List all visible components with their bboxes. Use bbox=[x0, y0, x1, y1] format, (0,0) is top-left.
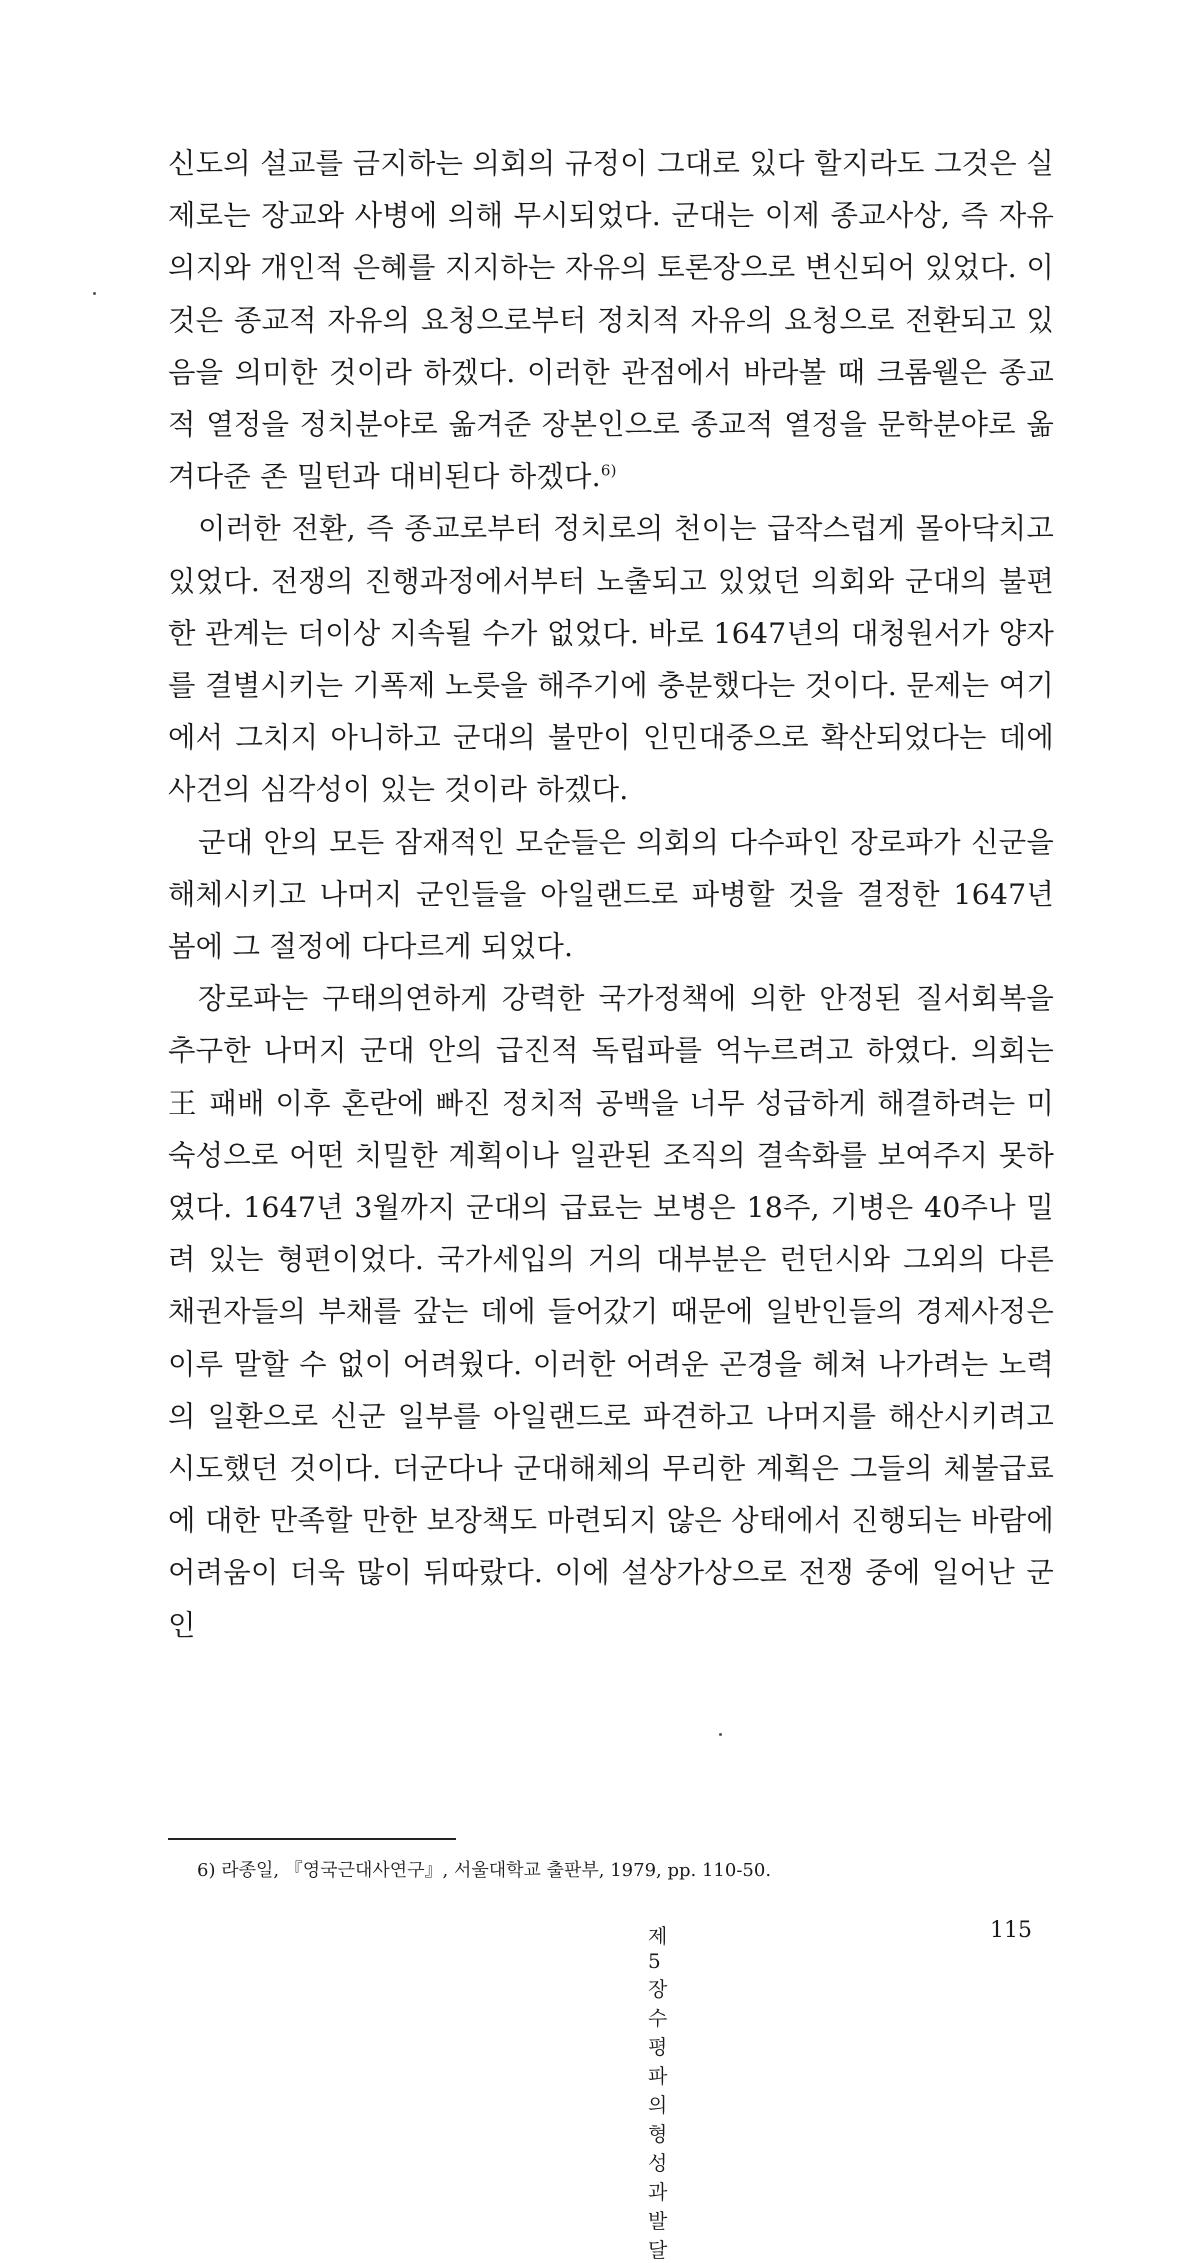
paragraph-2: 이러한 전환, 즉 종교로부터 정치로의 천이는 급작스럽게 몰아닥치고 있었다. 전쟁의 진행과정에서부터 노출되고 있었던 의회와 군대의 불편한 관계는 더이상 지속될 수가 없었다. 바로 1647년의 대청원서가 양자를 결별시키는 기폭제 노릇을 해주기에 충분했다는 것이다. 문제는 여기에서 그치지 아니하고 군대의 불만이 인민대중으로 확산되었다는 데에 사건의 심각성이 있는 것이라 하겠다. bbox=[168, 512, 1054, 807]
footnote-reference: 6) bbox=[600, 461, 617, 480]
paragraph-4: 장로파는 구태의연하게 강력한 국가정책에 의한 안정된 질서회복을 추구한 나머지 군대 안의 급진적 독립파를 억누르려고 하였다. 의회는 王 패배 이후 혼란에 빠진 정치적 공백을 너무 성급하게 해결하려는 미숙성으로 어떤 치밀한 계획이나 일관된 조직의 결속화를 보여주지 못하였다. 1647년 3월까지 군대의 급료는 보병은 18주, 기병은 40주나 밀려 있는 형편이었다. 국가세입의 거의 대부분은 런던시와 그외의 다른 채권자들의 부채를 갚는 데에 들어갔기 때문에 일반인들의 경제사정은 이루 말할 수 없이 어려웠다. 이러한 어려운 곤경을 헤쳐 나가려는 노력의 일환으로 신군 일부를 아일랜드로 파견하고 나머지를 해산시키려고 시도했던 것이다. 더군다나 군대해체의 무리한 계획은 그들의 체불급료에 대한 만족할 만한 보장책도 마련되지 않은 상태에서 진행되는 바람에 어려움이 더욱 많이 뒤따랐다. 이에 설상가상으로 전쟁 중에 일어난 군인 bbox=[168, 982, 1054, 1642]
body-text bbox=[168, 138, 1054, 1652]
paragraph-1-text: 신도의 설교를 금지하는 의회의 규정이 그대로 있다 할지라도 그것은 실제로는 장교와 사병에 의해 무시되었다. 군대는 이제 종교사상, 즉 자유의지와 개인적 은혜를 지지하는 자유의 토론장으로 변신되어 있었다. 이것은 종교적 자유의 요청으로부터 정치적 자유의 요청으로 전환되고 있음을 의미한 것이라 하겠다. 이러한 관점에서 바라볼 때 크롬웰은 종교적 열정을 정치분야로 옮겨준 장본인으로 종교적 열정을 문학분야로 옮겨다준 존 밀턴과 대비된다 하겠다. bbox=[168, 147, 1054, 494]
running-head: 제 5 장 수평파의 형성과 발달 bbox=[648, 1924, 668, 2262]
scan-speck bbox=[719, 1733, 722, 1736]
page-number: 115 bbox=[990, 1918, 1032, 1943]
paragraph-3: 군대 안의 모든 잠재적인 모순들은 의회의 다수파인 장로파가 신군을 해체시키고 나머지 군인들을 아일랜드로 파병할 것을 결정한 1647년 봄에 그 절정에 다다르게 되었다. bbox=[168, 825, 1054, 964]
footnote: 6) 라종일, 『영국근대사연구』, 서울대학교 출판부, 1979, pp. 110-50. bbox=[197, 1860, 772, 1881]
paragraph-1 bbox=[168, 138, 1054, 503]
scan-speck bbox=[93, 292, 96, 295]
footnote-divider bbox=[168, 1838, 456, 1840]
